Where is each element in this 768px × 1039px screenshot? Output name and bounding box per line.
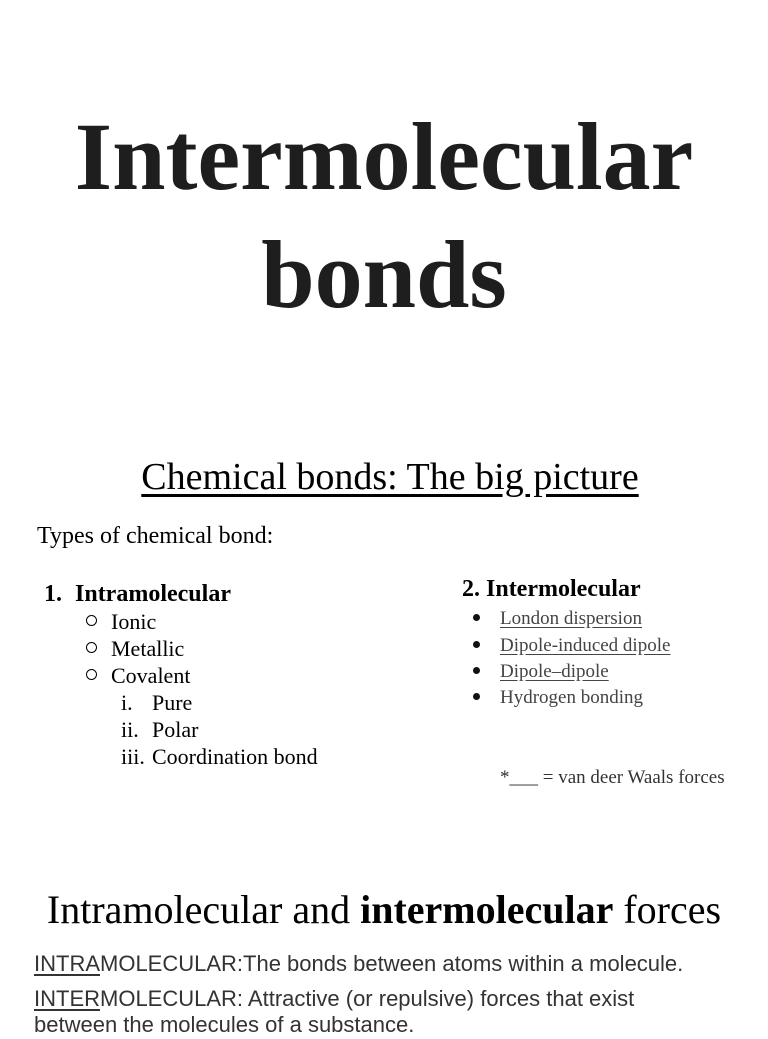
intramolecular-heading <box>44 580 231 608</box>
bullet-icon <box>473 667 480 674</box>
subtype-label: Polar <box>152 717 199 742</box>
definition-prefix: INTER <box>34 986 100 1011</box>
list-item-ionic <box>86 609 156 635</box>
definition-prefix: INTRA <box>34 951 100 976</box>
definition-intermolecular <box>34 985 634 1013</box>
list-item-label: London dispersion <box>500 608 642 629</box>
covalent-subtype-coordination <box>121 744 318 770</box>
list-item-dipole-induced-dipole <box>473 634 670 658</box>
list-item-label: Covalent <box>111 663 191 688</box>
hollow-bullet-icon <box>86 615 97 626</box>
list-item-hydrogen-bonding <box>473 686 643 710</box>
covalent-subtype-pure <box>121 690 192 716</box>
title-line-2: bonds <box>261 221 507 328</box>
list-item-label: Metallic <box>111 636 185 661</box>
roman-numeral: iii. <box>121 744 145 769</box>
bullet-icon <box>473 693 480 700</box>
section-heading: Chemical bonds: The big picture <box>141 456 639 498</box>
forces-heading-bold: intermolecular <box>360 887 614 932</box>
title-line-1: Intermolecular <box>74 103 694 210</box>
forces-heading-part3: forces <box>613 887 722 932</box>
types-label: Types of chemical bond: <box>37 523 274 549</box>
list-item-label: Dipole–dipole <box>500 661 609 682</box>
definition-text: MOLECULAR: Attractive (or repulsive) forces that exist <box>100 986 635 1011</box>
forces-heading-part1: Intramolecular and <box>46 887 361 932</box>
list-item-covalent <box>86 663 190 689</box>
definition-intramolecular <box>34 950 683 978</box>
forces-heading <box>0 886 768 934</box>
subtype-label: Pure <box>152 690 193 715</box>
hollow-bullet-icon <box>86 669 97 680</box>
hollow-bullet-icon <box>86 642 97 653</box>
definition-intermolecular-continued <box>34 1011 414 1039</box>
bullet-icon <box>473 641 480 648</box>
subtype-label: Coordination bond <box>152 744 318 769</box>
list-item-label: Dipole-induced dipole <box>500 635 671 656</box>
list-item-london-dispersion <box>473 607 642 631</box>
page-title <box>0 98 768 334</box>
list-item-label: Hydrogen bonding <box>500 687 644 708</box>
list-item-metallic <box>86 636 184 662</box>
definition-text: MOLECULAR:The bonds between atoms within a molecule. <box>100 951 684 976</box>
list-item-label: Ionic <box>111 609 157 634</box>
van-der-waals-note: *___ = van deer Waals forces <box>500 767 725 788</box>
covalent-subtype-polar <box>121 717 198 743</box>
intramolecular-number: 1. <box>44 581 62 607</box>
list-item-dipole-dipole <box>473 660 609 684</box>
roman-numeral: i. <box>121 690 133 715</box>
roman-numeral: ii. <box>121 717 139 742</box>
intermolecular-heading: 2. Intermolecular <box>462 576 641 602</box>
definition-text: between the molecules of a substance. <box>34 1012 415 1037</box>
bullet-icon <box>473 614 480 621</box>
intramolecular-heading-text: Intramolecular <box>75 581 231 607</box>
